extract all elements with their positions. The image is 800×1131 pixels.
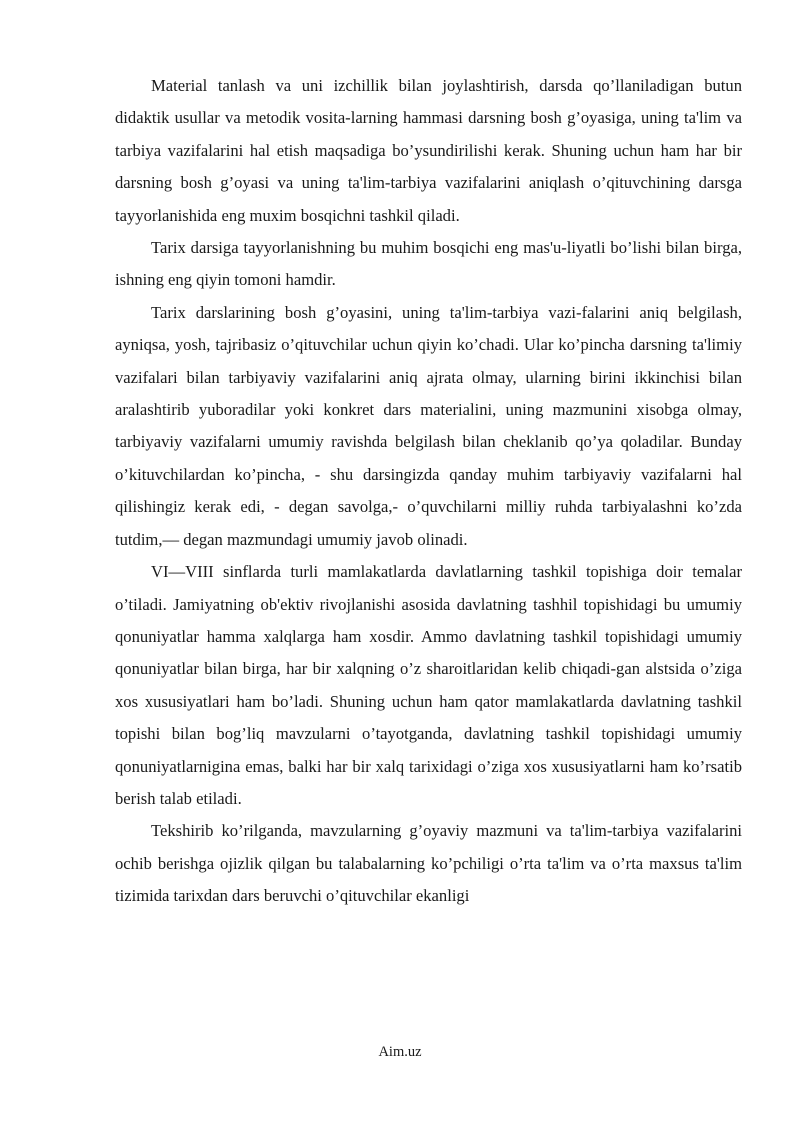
- paragraph-sinflarda: VI—VIII sinflarda turli mamlakatlarda davlatlarning tashkil topishiga doir temalar o’tiladi. Jamiyatning ob'ektiv rivojlanishi asosida davlatning tashhil topishidagi bu umumiy qonuniyatlar hamma xalqlarga ham xosdir. Ammo davlatning tashkil topishidagi umumiy qonuniyatlar bilan birga, har bir xalqning o’z sharoitlaridan kelib chiqadi-gan alstsida o’ziga xos xususiyatlari ham bo’ladi. Shuning uchun ham qator mamlakatlarda davlatning tashkil topishi bilan bog’liq mavzularni o’tayotganda, davlatning tashkil topishidagi umumiy qonuniyatlarnigina emas, balki har bir xalq tarixidagi o’ziga xos xususiyatlarni ham ko’rsatib berish talab etiladi.: [115, 562, 742, 808]
- document-body: [115, 70, 742, 913]
- page-footer: Aim.uz: [378, 1044, 422, 1060]
- paragraph-tarix-darslarining: Tarix darslarining bosh g’oyasini, uning ta'lim-tarbiya vazi-falarini aniq belgilash, ayniqsa, yosh, tajribasiz o’qituvchilar uchun qiyin ko’chadi. Ular ko’pincha darsning ta'limiy vazifalari bilan tarbiyaviy vazifalarini aniq ajrata olmay, ularning birini ikkinchisi bilan aralashtirib yuboradilar yoki konkret dars materialini, uning mazmunini xisobga olmay, tarbiyaviy vazifalarni umumiy ravishda belgilash bilan cheklanib qo’ya qoladilar. Bunday o’kituvchilardan ko’pincha, - shu darsingizda qanday muhim tarbiyaviy vazifalarni hal qilishingiz kerak edi, - degan savolga,- o’quvchilarni milliy ruhda tarbiyalashni ko’zda tutdim,— degan mazmundagi umumiy javob olinadi.: [115, 302, 742, 549]
- paragraph-material-tanlash: Material tanlash va uni izchillik bilan joylashtirish, darsda qo’llaniladigan butun didaktik usullar va metodik vosita-larning hammasi darsning bosh g’oyasiga, uning ta'lim va tarbiya vazifalarini hal etish maqsadiga bo’ysundirilishi kerak. Shuning uchun ham har bir darsning bosh g’oyasi va uning ta'lim-tarbiya vazifalarini aniqlash o’qituvchining darsga tayyorlanishida eng muxim bosqichni tashkil qiladi.: [115, 76, 742, 225]
- paragraph-tarix-darsiga: Tarix darsiga tayyorlanishning bu muhim bosqichi eng mas'u-liyatli bo’lishi bilan birga, ishning eng qiyin tomoni hamdir.: [115, 238, 742, 290]
- paragraph-tekshirib: Tekshirib ko’rilganda, mavzularning g’oyaviy mazmuni va ta'lim-tarbiya vazifalarini ochib berishga ojizlik qilgan bu talabalarning ko’pchiligi o’rta ta'lim va o’rta maxsus ta'lim tizimida tarixdan dars beruvchi o’qituvchilar ekanligi: [115, 821, 742, 906]
